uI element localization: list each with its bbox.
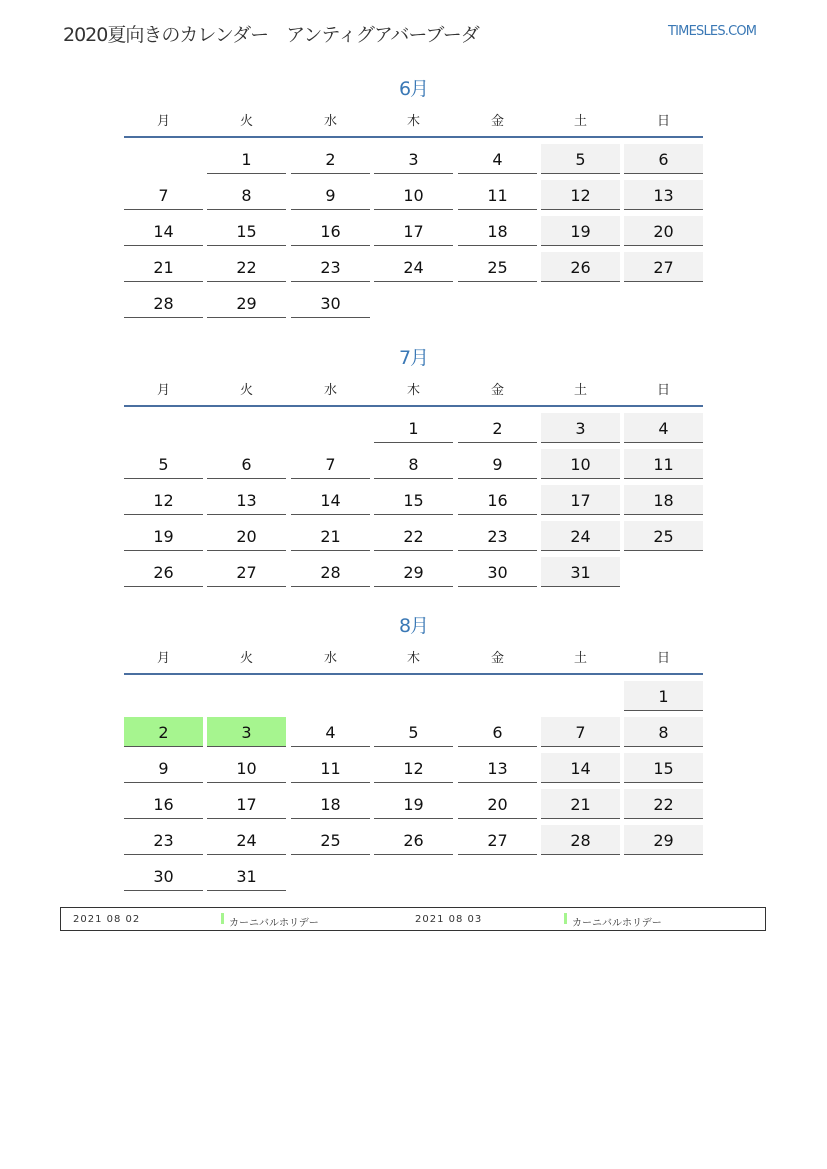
day-cell: 10 (541, 449, 620, 479)
day-cell: 27 (458, 825, 537, 855)
day-cell: 19 (374, 789, 453, 819)
day-cell: 15 (207, 216, 286, 246)
weekday-label: 水 (323, 651, 337, 666)
day-cell: 20 (624, 216, 703, 246)
weekday-label: 金 (490, 114, 504, 129)
weekday-label: 月 (156, 383, 170, 398)
legend-color-swatch (221, 913, 224, 924)
month-title: 6月 (398, 78, 429, 100)
day-cell: 3 (374, 144, 453, 174)
day-cell: 28 (541, 825, 620, 855)
day-cell: 25 (624, 521, 703, 551)
day-cell: 9 (291, 180, 370, 210)
day-cell: 30 (291, 288, 370, 318)
month-title: 8月 (398, 615, 429, 637)
legend-holiday-name: カーニバルホリデー (572, 918, 662, 929)
day-cell: 16 (458, 485, 537, 515)
weekday-header-row (124, 647, 703, 667)
weekday-label: 日 (656, 383, 670, 398)
day-cell: 14 (541, 753, 620, 783)
day-cell: 9 (458, 449, 537, 479)
day-cell: 23 (124, 825, 203, 855)
day-cell: 8 (207, 180, 286, 210)
day-cell: 7 (124, 180, 203, 210)
day-cell: 22 (374, 521, 453, 551)
day-cell: 7 (291, 449, 370, 479)
weekday-label: 火 (239, 651, 253, 666)
day-cell: 23 (291, 252, 370, 282)
day-cell: 17 (374, 216, 453, 246)
day-cell: 23 (458, 521, 537, 551)
day-cell: 24 (541, 521, 620, 551)
day-cell: 6 (207, 449, 286, 479)
day-cell: 24 (374, 252, 453, 282)
day-cell: 2 (458, 413, 537, 443)
day-cell: 3 (541, 413, 620, 443)
day-cell: 3 (207, 717, 286, 747)
day-cell: 10 (374, 180, 453, 210)
day-cell: 29 (374, 557, 453, 587)
weekday-label: 火 (239, 383, 253, 398)
day-cell: 12 (374, 753, 453, 783)
day-cell: 2 (291, 144, 370, 174)
day-cell: 26 (374, 825, 453, 855)
day-cell: 14 (291, 485, 370, 515)
day-cell: 18 (624, 485, 703, 515)
weekday-label: 金 (490, 651, 504, 666)
weekday-label: 土 (573, 383, 587, 398)
day-cell: 13 (207, 485, 286, 515)
day-cell: 25 (291, 825, 370, 855)
day-cell: 8 (624, 717, 703, 747)
day-cell: 22 (207, 252, 286, 282)
weekday-label: 火 (239, 114, 253, 129)
site-link[interactable]: TIMESLES.COM (668, 24, 757, 39)
day-cell: 1 (207, 144, 286, 174)
day-cell: 15 (624, 753, 703, 783)
day-cell: 30 (458, 557, 537, 587)
weekday-label: 日 (656, 114, 670, 129)
day-cell: 11 (291, 753, 370, 783)
day-cell: 20 (207, 521, 286, 551)
day-cell: 7 (541, 717, 620, 747)
day-cell: 9 (124, 753, 203, 783)
day-cell: 21 (124, 252, 203, 282)
weekday-label: 水 (323, 383, 337, 398)
day-cell: 4 (624, 413, 703, 443)
day-cell: 5 (374, 717, 453, 747)
day-cell: 10 (207, 753, 286, 783)
day-cell: 1 (624, 681, 703, 711)
day-cell: 2 (124, 717, 203, 747)
day-cell: 26 (124, 557, 203, 587)
day-cell: 13 (458, 753, 537, 783)
day-cell: 31 (541, 557, 620, 587)
day-cell: 11 (458, 180, 537, 210)
day-cell: 24 (207, 825, 286, 855)
day-cell: 22 (624, 789, 703, 819)
day-cell: 19 (124, 521, 203, 551)
day-cell: 4 (291, 717, 370, 747)
day-cell: 11 (624, 449, 703, 479)
day-cell: 12 (541, 180, 620, 210)
day-cell: 19 (541, 216, 620, 246)
day-cell: 21 (291, 521, 370, 551)
day-cell: 8 (374, 449, 453, 479)
day-cell: 30 (124, 861, 203, 891)
day-cell: 31 (207, 861, 286, 891)
day-cell: 28 (124, 288, 203, 318)
day-cell: 6 (458, 717, 537, 747)
weekday-label: 月 (156, 651, 170, 666)
weekday-label: 日 (656, 651, 670, 666)
weekday-label: 金 (490, 383, 504, 398)
weekday-label: 木 (406, 114, 420, 129)
day-cell: 17 (541, 485, 620, 515)
page-title: 2020夏向きのカレンダー アンティグアバーブーダ (63, 24, 479, 46)
day-cell: 20 (458, 789, 537, 819)
holiday-legend (60, 907, 766, 931)
day-cell: 27 (207, 557, 286, 587)
day-cell: 4 (458, 144, 537, 174)
day-cell: 26 (541, 252, 620, 282)
header-divider (124, 136, 703, 138)
day-cell: 18 (291, 789, 370, 819)
weekday-label: 月 (156, 114, 170, 129)
day-cell: 27 (624, 252, 703, 282)
day-cell: 6 (624, 144, 703, 174)
month-title: 7月 (398, 347, 429, 369)
weekday-label: 木 (406, 383, 420, 398)
header-divider (124, 673, 703, 675)
day-cell: 16 (124, 789, 203, 819)
legend-color-swatch (564, 913, 567, 924)
day-cell: 5 (124, 449, 203, 479)
weekday-header-row (124, 110, 703, 130)
day-cell: 29 (624, 825, 703, 855)
weekday-header-row (124, 379, 703, 399)
legend-date: 2021 08 03 (415, 914, 483, 925)
day-cell: 21 (541, 789, 620, 819)
day-cell: 1 (374, 413, 453, 443)
day-cell: 5 (541, 144, 620, 174)
day-cell: 28 (291, 557, 370, 587)
legend-holiday-name: カーニバルホリデー (229, 918, 319, 929)
header-divider (124, 405, 703, 407)
day-cell: 12 (124, 485, 203, 515)
weekday-label: 土 (573, 651, 587, 666)
day-cell: 16 (291, 216, 370, 246)
weekday-label: 水 (323, 114, 337, 129)
day-cell: 17 (207, 789, 286, 819)
legend-date: 2021 08 02 (73, 914, 141, 925)
weekday-label: 土 (573, 114, 587, 129)
day-cell: 29 (207, 288, 286, 318)
day-cell: 15 (374, 485, 453, 515)
day-cell: 25 (458, 252, 537, 282)
day-cell: 13 (624, 180, 703, 210)
weekday-label: 木 (406, 651, 420, 666)
day-cell: 14 (124, 216, 203, 246)
day-cell: 18 (458, 216, 537, 246)
